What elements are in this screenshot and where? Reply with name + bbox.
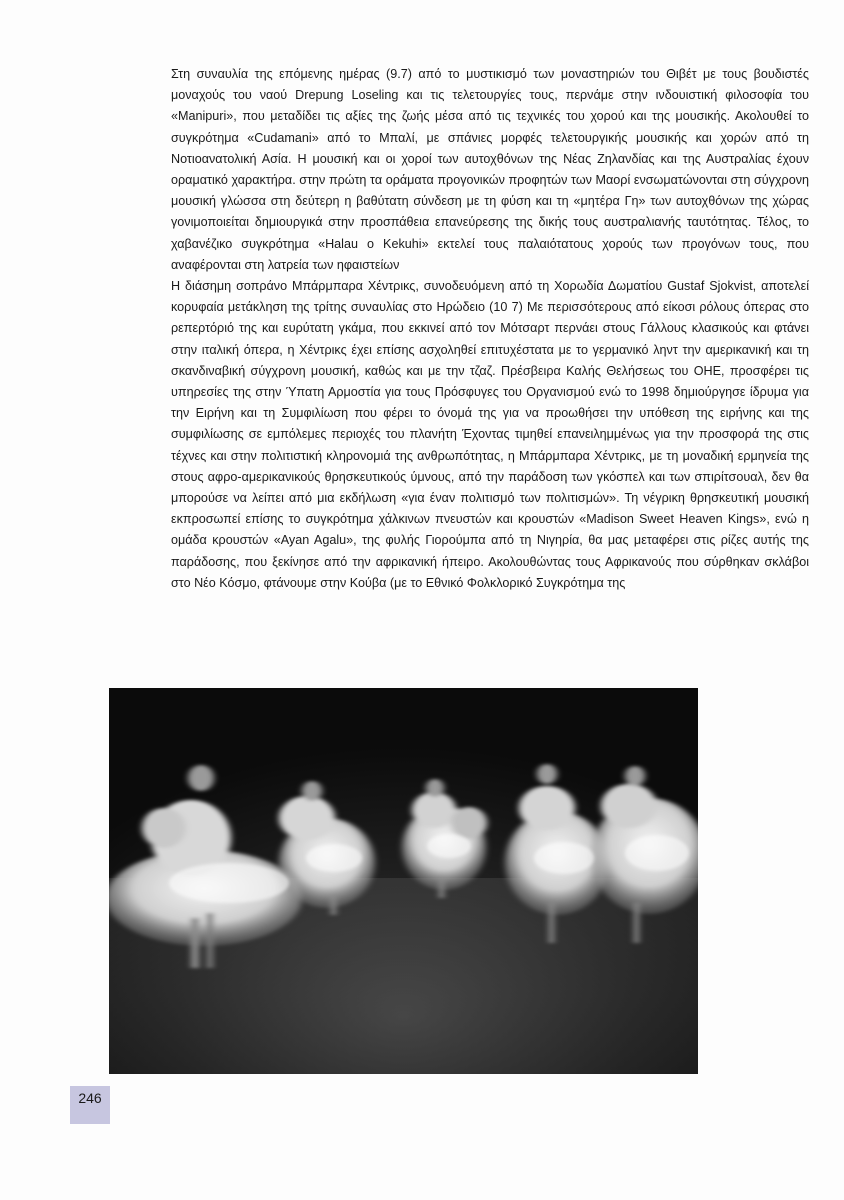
page-number: 246 — [70, 1086, 110, 1124]
article-text — [171, 64, 809, 594]
paragraph-1: Στη συναυλία της επόμενης ημέρας (9.7) από το μυστικισμό των μοναστηριών του Θιβέτ με τους βουδιστές μοναχούς του ναού Drepung Loseling και τις τελετουργίες τους, περνάμε στην ινδουιστική φιλοσοφία του «Manipuri», που μεταδίδει τις αξίες της ζωής μέσα από τις τεχνικές του χορού και της μουσικής. Ακολουθεί το συγκρότημα «Cudamani» από το Μπαλί, με σπάνιες μορφές τελετουργικής μουσικής και χορών από τη Νοτιοανατολική Ασία. Η μουσική και οι χοροί των αυτοχθόνων της Νέας Ζηλανδίας και της Αυστραλίας έχουν οραματικό χαρακτήρα. στην πρώτη τα οράματα προγονικών προφητών των Μαορί ενσωματώνονται στη σύγχρονη μουσική γλώσσα στη δεύτερη η βαθύτατη σύνδεση με τη φύση και τη «μητέρα Γη» των αυτοχθόνων της χώρας γονιμοποιείται δημιουργικά στην προσπάθεια επανεύρεσης της δικής τους αυστραλιανής ταυτότητας. Τέλος, το χαβανέζικο συγκρότημα «Halau o Kekuhi» εκτελεί τους παλαιότατους χορούς των προγόνων τους, που αναφέρονται στη λατρεία των ηφαιστείων — [171, 67, 809, 272]
dancers-photo — [109, 688, 698, 1074]
paragraph-2: Η διάσημη σοπράνο Μπάρμπαρα Χέντρικς, συνοδευόμενη από τη Χορωδία Δωματίου Gustaf Sjokvist, αποτελεί κορυφαία μετάκληση της τρίτης συναυλίας στο Ηρώδειο (10 7) Με περισσότερους από είκοσι ρόλους όπερας στο ρεπερτόριό της και ευρύτατη γκάμα, που εκκινεί από τον Μότσαρτ περνάει στους Γάλλους κλασικούς και φτάνει στην ιταλική όπερα, η Χέντρικς έχει επίσης ασχοληθεί επιτυχέστατα με το γερμανικό ληντ την αμερικανική και τη σκανδιναβική σύγχρονη μουσική, καθώς και με την τζαζ. Πρέσβειρα Καλής Θελήσεως του ΟΗΕ, προσφέρει τις υπηρεσίες της στην Ύπατη Αρμοστία για τους Πρόσφυγες του Οργανισμού ενώ το 1998 δημιούργησε ίδρυμα για την Ειρήνη και τη Συμφιλίωση που φέρει το όνομά της για να προωθήσει την υπόθεση της ειρήνης και της συμφιλίωσης σε εμπόλεμες περιοχές του πλανήτη Έχοντας τιμηθεί επανειλημμένως για την προσφορά της στις τέχνες και στην πολιτιστική κληρονομιά της ανθρωπότητας, η Μπάρμπαρα Χέντρικς, με τη μοναδική ερμηνεία της στους αφρο-αμερικανικούς θρησκευτικούς ύμνους, από την παράδοση των γκόσπελ και των σπιρίτσουαλ, δεν θα μπορούσε να λείπει από μια εκδήλωση «για έναν πολιτισμό των πολιτισμών». Τη νέγρικη θρησκευτική μουσική εκπροσωπεί επίσης το συγκρότημα χάλκινων πνευστών και κρουστών «Madison Sweet Heaven Kings», ενώ η ομάδα κρουστών «Ayan Agalu», της φυλής Γιορούμπα από τη Νιγηρία, θα μας μεταφέρει στις ρίζες αυτής της παράδοσης, που ξεκίνησε από την αφρικανική ήπειρο. Ακολουθώντας τους Αφρικανούς που σύρθηκαν σκλάβοι στο Νέο Κόσμο, φτάνουμε στην Κούβα (με το Εθνικό Φολκλορικό Συγκρότημα της — [171, 279, 809, 590]
dancers-photo-image — [109, 688, 698, 1074]
